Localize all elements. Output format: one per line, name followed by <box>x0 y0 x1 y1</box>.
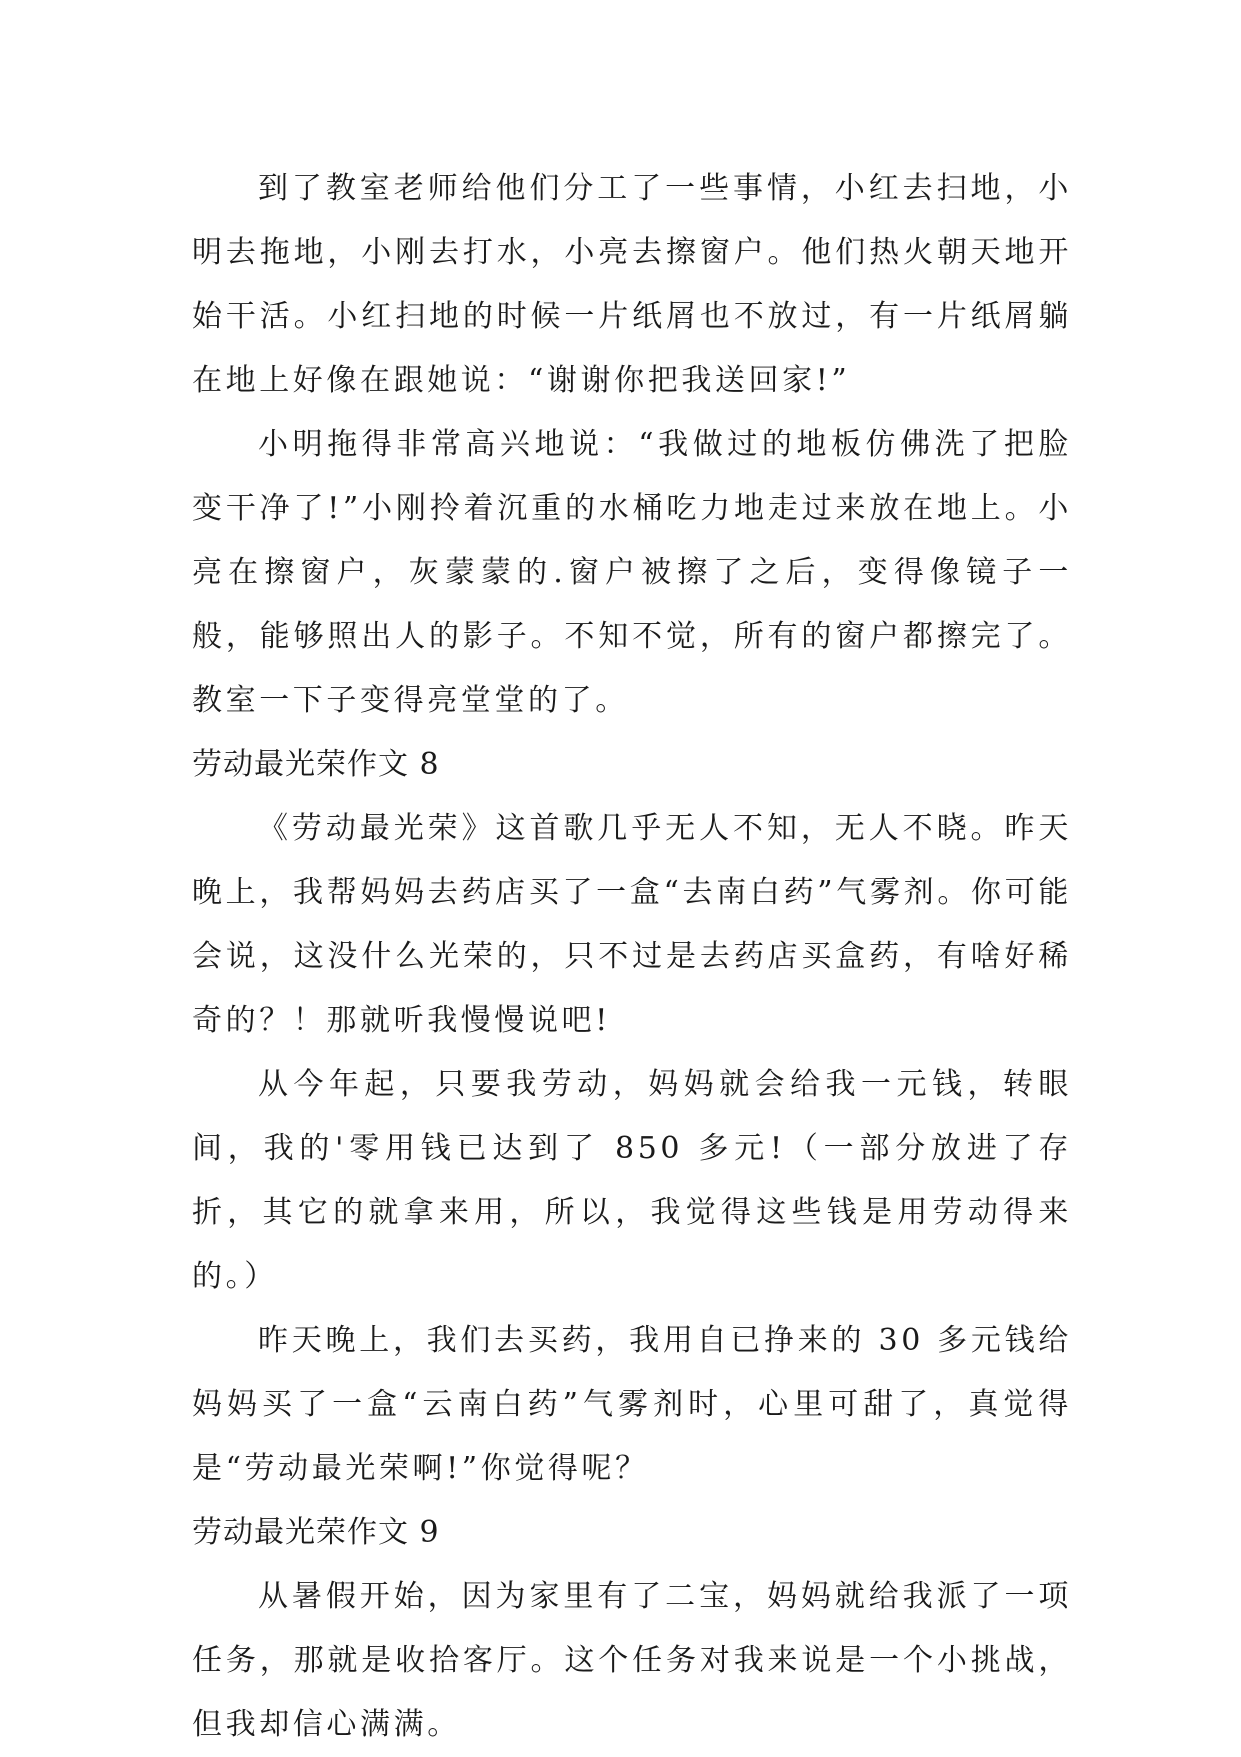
document-body <box>192 157 1072 1757</box>
paragraph-buying-medicine: 昨天晚上，我们去买药，我用自已挣来的 30 多元钱给妈妈买了一盒“云南白药”气雾剂时，心里可甜了，真觉得是“劳动最光荣啊!”你觉得呢？ <box>192 1323 1072 1486</box>
paragraph-pocket-money: 从今年起，只要我劳动，妈妈就会给我一元钱，转眼间，我的'零用钱已达到了 850 多元!（一部分放进了存折，其它的就拿来用，所以，我觉得这些钱是用劳动得来的。） <box>192 1067 1072 1294</box>
paragraph-classroom-cleaning: 到了教室老师给他们分工了一些事情，小红去扫地，小明去拖地，小刚去打水，小亮去擦窗户。他们热火朝天地开始干活。小红扫地的时候一片纸屑也不放过，有一片纸屑躺在地上好像在跟她说：“谢谢你把我送回家!” <box>192 171 1072 398</box>
essay-heading-9: 劳动最光荣作文 9 <box>192 1515 440 1550</box>
essay-heading-8: 劳动最光荣作文 8 <box>192 747 440 782</box>
paragraph-song-intro: 《劳动最光荣》这首歌几乎无人不知，无人不晓。昨天晚上，我帮妈妈去药店买了一盒“去南白药”气雾剂。你可能会说，这没什么光荣的，只不过是去药店买盒药，有啥好稀奇的？！那就听我慢慢说吧! <box>192 811 1072 1038</box>
paragraph-mopping-and-windows: 小明拖得非常高兴地说：“我做过的地板仿佛洗了把脸变干净了!”小刚拎着沉重的水桶吃力地走过来放在地上。小亮在擦窗户，灰蒙蒙的.窗户被擦了之后，变得像镜子一般，能够照出人的影子。不知不觉，所有的窗户都擦完了。教室一下子变得亮堂堂的了。 <box>192 427 1072 718</box>
paragraph-summer-task: 从暑假开始，因为家里有了二宝，妈妈就给我派了一项任务，那就是收拾客厅。这个任务对我来说是一个小挑战，但我却信心满满。 <box>192 1579 1072 1742</box>
